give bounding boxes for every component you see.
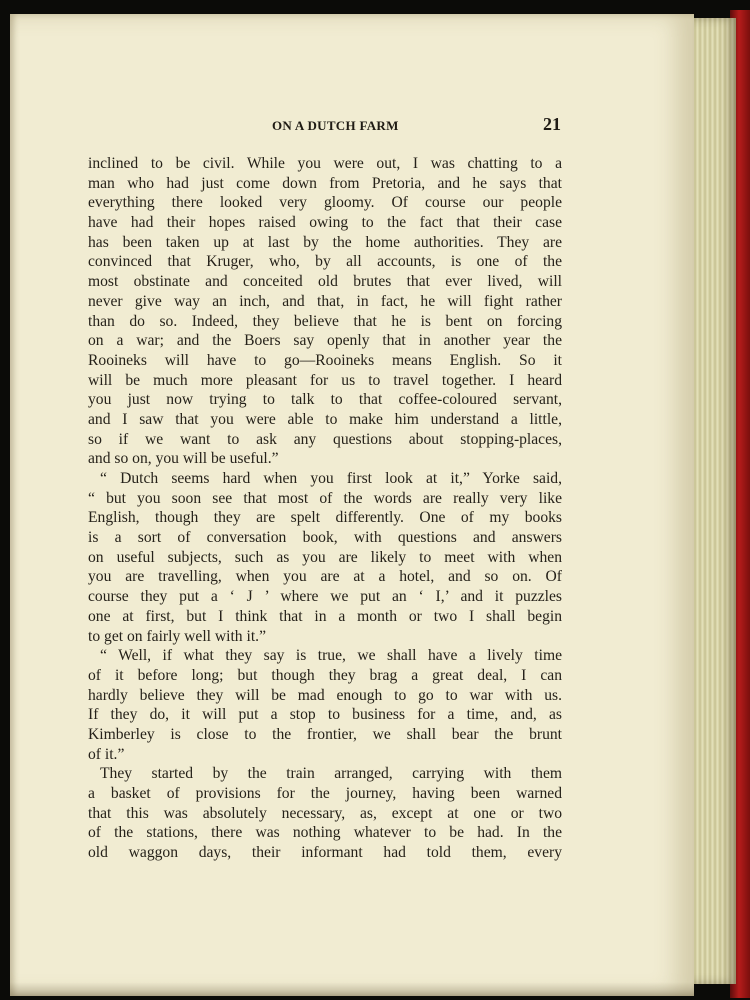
text-line: old waggon days, their informant had told them, every (88, 844, 562, 862)
text-line: has been taken up at last by the home authorities. They are (88, 233, 562, 251)
text-line: on useful subjects, such as you are likely to meet with when (88, 548, 562, 566)
text-line: than do so. Indeed, they believe that he is bent on forcing (88, 312, 562, 330)
text-line: They started by the train arranged, carrying with them (100, 765, 562, 783)
text-line: and I saw that you were able to make him understand a little, (88, 410, 562, 428)
text-line: English, though they are spelt differently. One of my books (88, 509, 562, 527)
text-line: you are travelling, when you are at a hotel, and so on. Of (88, 568, 562, 586)
page-number: 21 (543, 114, 561, 134)
text-line: man who had just come down from Pretoria, and he says that (88, 174, 562, 192)
text-line: that this was absolutely necessary, as, except at one or two (88, 804, 562, 822)
text-line: most obstinate and conceited old brutes that ever lived, will (88, 273, 562, 291)
body-text (88, 154, 562, 863)
text-line: will be much more pleasant for us to travel together. I heard (88, 371, 562, 389)
text-line: so if we want to ask any questions about stopping-places, (88, 430, 562, 448)
text-line: hardly believe they will be mad enough to go to war with us. (88, 686, 562, 704)
text-line: “ Dutch seems hard when you first look at it,” Yorke said, (100, 470, 562, 487)
text-line: on a war; and the Boers say openly that in another year the (88, 332, 562, 350)
running-title: ON A DUTCH FARM (272, 118, 399, 133)
text-line: is a sort of conversation book, with questions and answers (88, 529, 562, 547)
text-line: inclined to be civil. While you were out, I was chatting to a (88, 155, 562, 172)
text-line: have had their hopes raised owing to the fact that their case (88, 214, 562, 232)
running-header (10, 100, 694, 140)
text-line: everything there looked very gloomy. Of course our people (88, 194, 562, 212)
text-line: you just now trying to talk to that coffee-coloured servant, (88, 391, 562, 409)
text-line: “ Well, if what they say is true, we shall have a lively time (100, 647, 562, 665)
text-line: course they put a ‘ J ’ where we put an ‘ I,’ and it puzzles (88, 588, 562, 606)
text-line: to get on fairly well with it.” (88, 627, 266, 645)
text-line: one at first, but I think that in a month or two I shall begin (88, 607, 562, 625)
text-line: convinced that Kruger, who, by all accounts, is one of the (88, 253, 562, 271)
text-line: If they do, it will put a stop to business for a time, and, as (88, 706, 562, 724)
text-line: never give way an inch, and that, in fact, he will fight rather (88, 292, 562, 310)
text-line: a basket of provisions for the journey, having been warned (88, 785, 562, 802)
text-line: Rooineks will have to go—Rooineks means English. So it (88, 351, 562, 369)
text-line: of it.” (88, 745, 125, 763)
text-line: Kimberley is close to the frontier, we shall bear the brunt (88, 725, 562, 743)
page-bottom-shadow (10, 982, 694, 996)
text-line: “ but you soon see that most of the words are really very like (88, 489, 562, 507)
text-line: of it before long; but though they brag a great deal, I can (88, 666, 562, 684)
book-page (10, 14, 694, 996)
text-line: of the stations, there was nothing whatever to be had. In the (88, 824, 562, 842)
text-line: and so on, you will be useful.” (88, 450, 279, 468)
